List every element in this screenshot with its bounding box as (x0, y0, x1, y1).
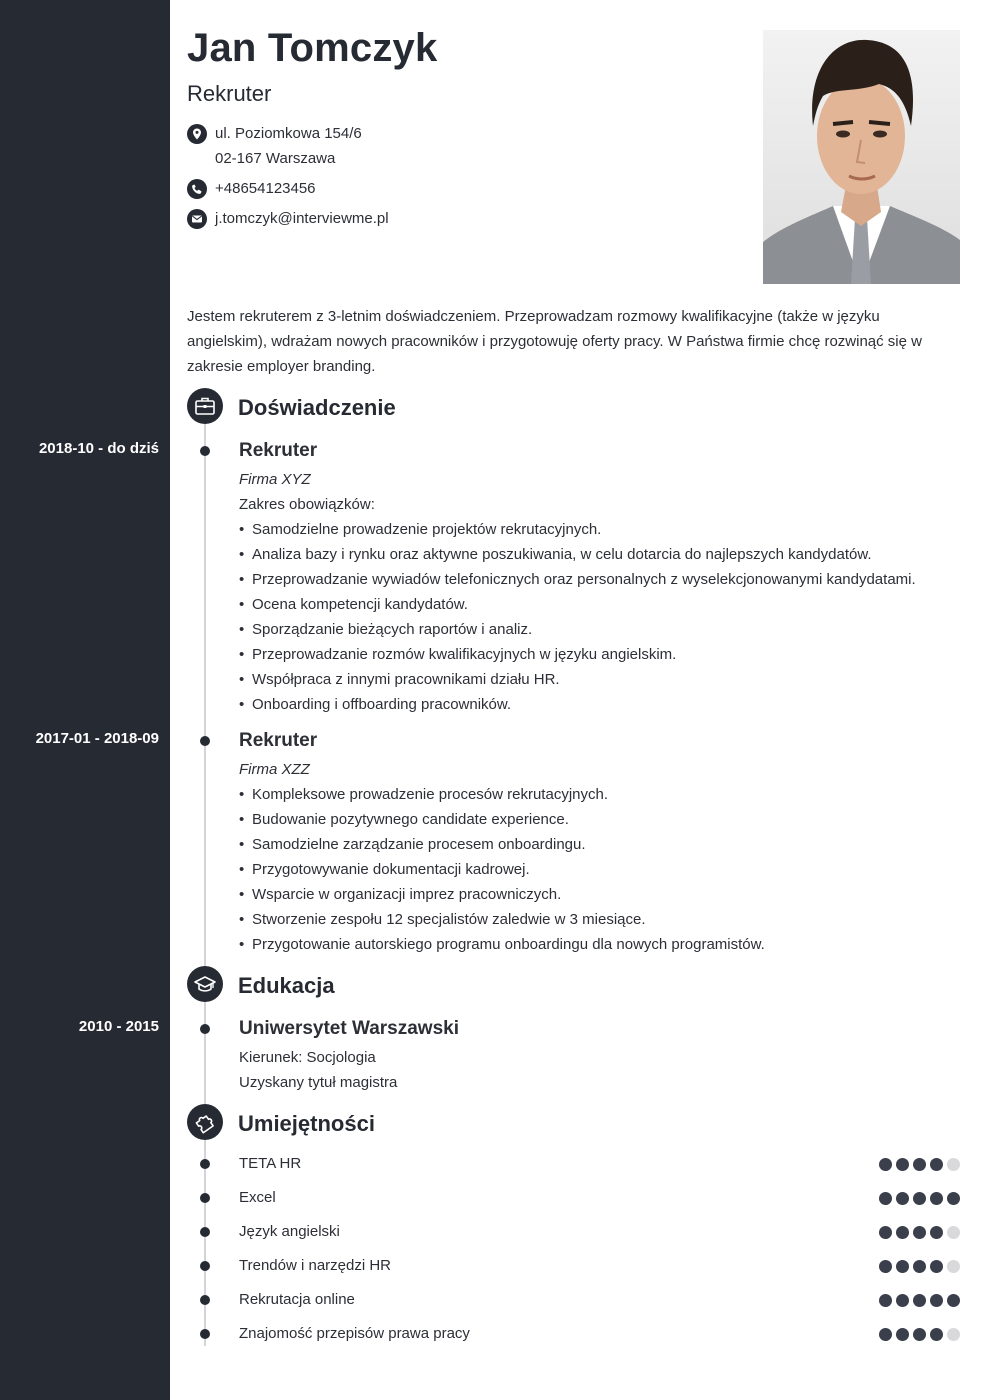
phone-icon (187, 179, 207, 199)
education-school: Uniwersytet Warszawski (239, 1018, 459, 1039)
education-degree: Uzyskany tytuł magistra (239, 1074, 398, 1091)
rating-dot-filled (913, 1158, 926, 1171)
skill-name: Excel (239, 1189, 276, 1206)
job-1-title: Rekruter (239, 440, 318, 461)
rating-dot-filled (913, 1328, 926, 1341)
job-1-dates: 2018-10 - do dziś (38, 440, 159, 457)
rating-dot-filled (930, 1158, 943, 1171)
job-2-company: Firma XZZ (239, 761, 310, 778)
list-item: • Ocena kompetencji kandydatów. (239, 592, 916, 617)
job-1-company: Firma XYZ (239, 471, 311, 488)
education-section-title: Edukacja (238, 973, 335, 998)
job-2-dates: 2017-01 - 2018-09 (35, 730, 159, 747)
skill-name: Rekrutacja online (239, 1291, 355, 1308)
skill-rating (879, 1158, 964, 1171)
rating-dot-filled (930, 1226, 943, 1239)
skill-rating (879, 1294, 964, 1307)
list-item: • Sporządzanie bieżących raportów i analiz. (239, 617, 916, 642)
address-line-2: 02-167 Warszawa (215, 150, 336, 167)
profile-photo (763, 30, 960, 284)
timeline-dot (200, 446, 210, 456)
rating-dot-filled (879, 1226, 892, 1239)
skill-name: Trendów i narzędzi HR (239, 1257, 391, 1274)
rating-dot-filled (896, 1294, 909, 1307)
rating-dot-filled (930, 1192, 943, 1205)
envelope-icon (187, 209, 207, 229)
skill-rating (879, 1192, 964, 1205)
graduation-cap-icon (187, 966, 223, 1002)
skill-name: Znajomość przepisów prawa pracy (239, 1325, 470, 1342)
timeline-dot (200, 1227, 210, 1237)
rating-dot-empty (947, 1226, 960, 1239)
rating-dot-filled (879, 1260, 892, 1273)
list-item: • Przeprowadzanie wywiadów telefonicznych oraz personalnych z wyselekcjonowanymi kandydatami. (239, 567, 916, 592)
rating-dot-empty (947, 1260, 960, 1273)
rating-dot-filled (947, 1192, 960, 1205)
list-item: • Analiza bazy i rynku oraz aktywne poszukiwania, w celu dotarcia do najlepszych kandydatów. (239, 542, 916, 567)
rating-dot-empty (947, 1158, 960, 1171)
education-dates: 2010 - 2015 (78, 1018, 159, 1035)
rating-dot-empty (947, 1328, 960, 1341)
candidate-name: Jan Tomczyk (187, 26, 438, 70)
rating-dot-filled (930, 1328, 943, 1341)
rating-dot-filled (947, 1294, 960, 1307)
rating-dot-filled (913, 1226, 926, 1239)
rating-dot-filled (879, 1328, 892, 1341)
timeline-line (204, 406, 206, 1346)
puzzle-icon (187, 1104, 223, 1140)
list-item: • Budowanie pozytywnego candidate experience. (239, 807, 765, 832)
list-item: • Kompleksowe prowadzenie procesów rekrutacyjnych. (239, 782, 765, 807)
timeline-dot (200, 1024, 210, 1034)
timeline-dot (200, 1193, 210, 1203)
timeline-dot (200, 1159, 210, 1169)
address-line-1: ul. Poziomkowa 154/6 (215, 125, 362, 142)
rating-dot-filled (913, 1294, 926, 1307)
profile-summary: Jestem rekruterem z 3-letnim doświadczeniem. Przeprowadzam rozmowy kwalifikacyjne (także w języku angielskim), wdrażam nowych pracowników i przygotowuję oferty pracy. W Państwa firmie chcę rozwinąć się w zakresie employer branding. (187, 308, 922, 375)
list-item: • Samodzielne prowadzenie projektów rekrutacyjnych. (239, 517, 916, 542)
candidate-role: Rekruter (187, 81, 272, 106)
rating-dot-filled (896, 1226, 909, 1239)
rating-dot-filled (879, 1294, 892, 1307)
rating-dot-filled (913, 1192, 926, 1205)
education-field: Kierunek: Socjologia (239, 1049, 376, 1066)
list-item: • Wsparcie w organizacji imprez pracowniczych. (239, 882, 765, 907)
skill-rating (879, 1260, 964, 1273)
list-item: • Przygotowywanie dokumentacji kadrowej. (239, 857, 765, 882)
job-2-duties (239, 782, 765, 957)
skill-rating (879, 1226, 964, 1239)
rating-dot-filled (896, 1260, 909, 1273)
skill-rating (879, 1328, 964, 1341)
list-item: • Onboarding i offboarding pracowników. (239, 692, 916, 717)
list-item: • Przeprowadzanie rozmów kwalifikacyjnych w języku angielskim. (239, 642, 916, 667)
timeline-dot (200, 1295, 210, 1305)
skill-name: TETA HR (239, 1155, 302, 1172)
list-item: • Stworzenie zespołu 12 specjalistów zaledwie w 3 miesiące. (239, 907, 765, 932)
rating-dot-filled (930, 1294, 943, 1307)
email-address: j.tomczyk@interviewme.pl (215, 210, 389, 227)
experience-section-title: Doświadczenie (238, 395, 396, 420)
rating-dot-filled (930, 1260, 943, 1273)
job-1-intro: Zakres obowiązków: (239, 496, 375, 513)
list-item: • Współpraca z innymi pracownikami działu HR. (239, 667, 916, 692)
timeline-dot (200, 736, 210, 746)
rating-dot-filled (879, 1158, 892, 1171)
map-pin-icon (187, 124, 207, 144)
timeline-dot (200, 1329, 210, 1339)
rating-dot-filled (879, 1192, 892, 1205)
rating-dot-filled (913, 1260, 926, 1273)
rating-dot-filled (896, 1158, 909, 1171)
rating-dot-filled (896, 1192, 909, 1205)
briefcase-icon (187, 388, 223, 424)
job-1-duties (239, 517, 916, 717)
job-2-title: Rekruter (239, 730, 318, 751)
list-item: • Samodzielne zarządzanie procesem onboardingu. (239, 832, 765, 857)
timeline-dot (200, 1261, 210, 1271)
phone-number: +48654123456 (215, 180, 316, 197)
rating-dot-filled (896, 1328, 909, 1341)
list-item: • Przygotowanie autorskiego programu onboardingu dla nowych programistów. (239, 932, 765, 957)
sidebar (0, 0, 170, 1400)
skills-section-title: Umiejętności (238, 1111, 375, 1136)
skill-name: Język angielski (239, 1223, 340, 1240)
